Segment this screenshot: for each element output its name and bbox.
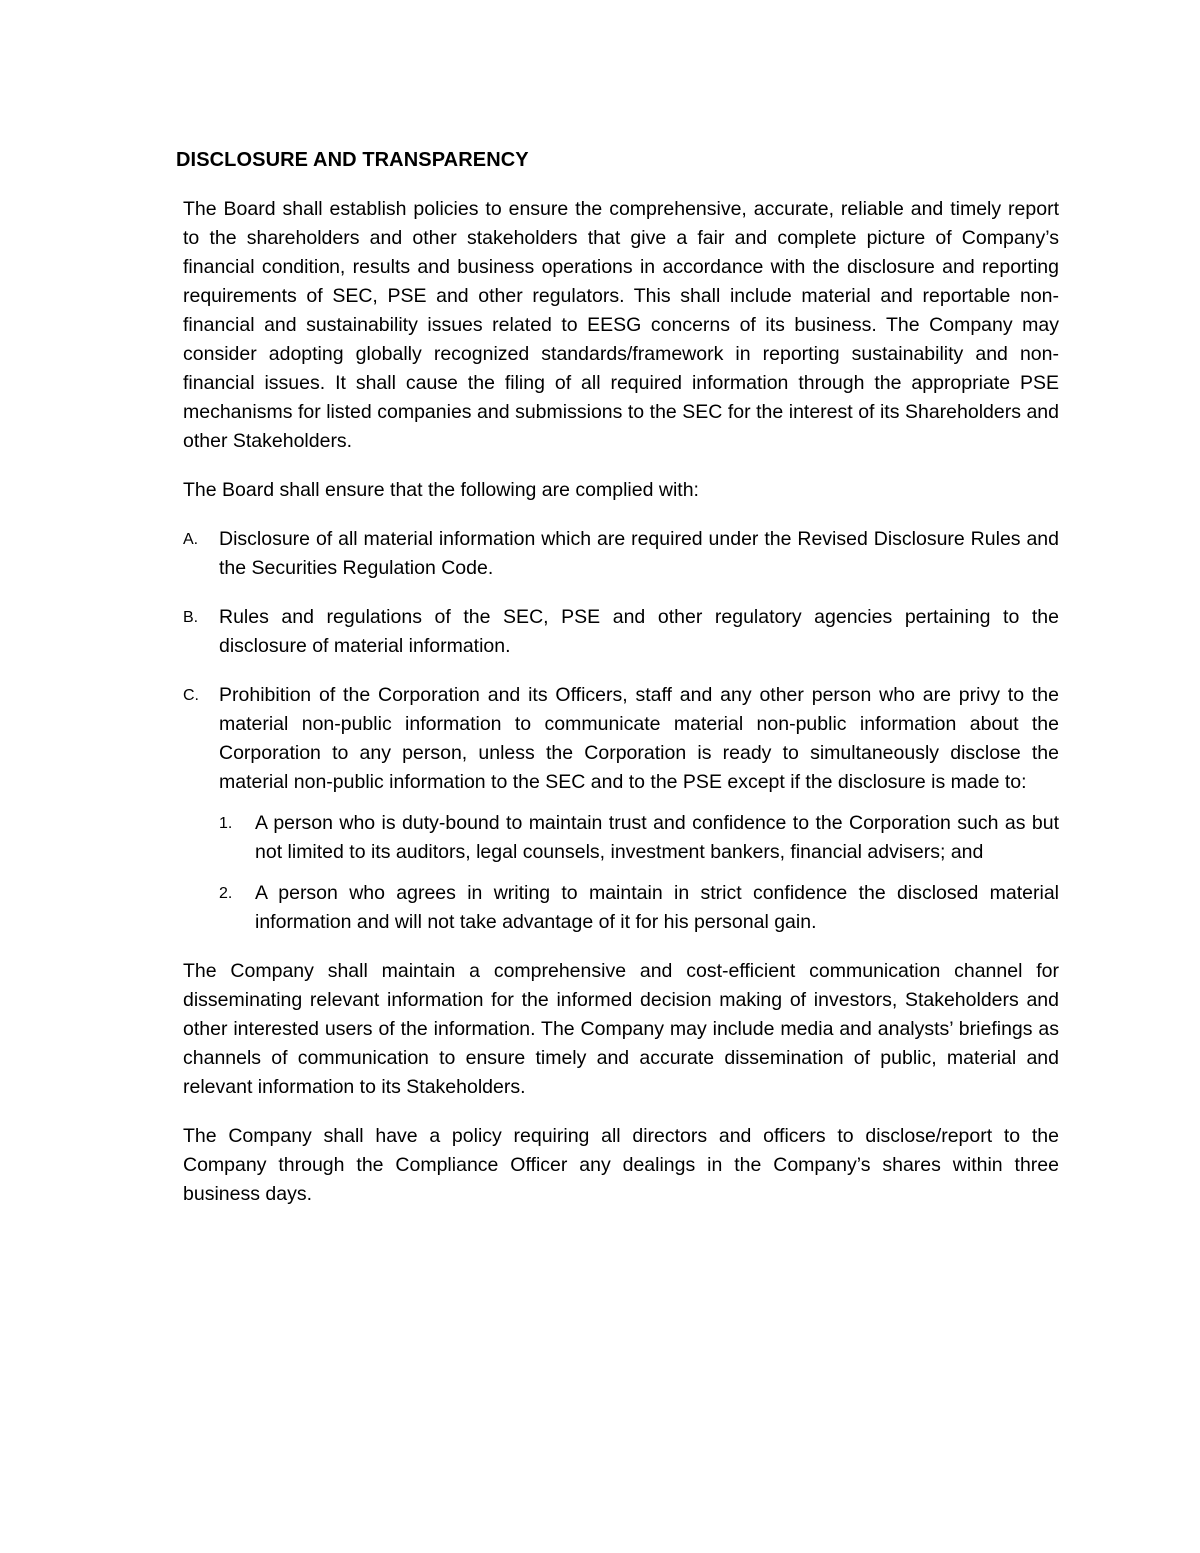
intro-paragraph: The Board shall establish policies to ensure the comprehensive, accurate, reliable and timely report to the shareholders and other stakeholders that give a fair and complete picture of Company’s financial condition, results and business operations in accordance with the disclosure and reporting requirements of SEC, PSE and other regulators. This shall include material and reportable non-financial and sustainability issues related to EESG concerns of its business. The Company may consider adopting globally recognized standards/framework in reporting sustainability and non-financial issues. It shall cause the filing of all required information through the appropriate PSE mechanisms for listed companies and submissions to the SEC for the interest of its Shareholders and other Stakeholders. [183,198,1059,452]
list-item-text: Rules and regulations of the SEC, PSE and other regulatory agencies pertaining to the disclosure of material information. [219,606,1059,657]
sublist-item-text: A person who agrees in writing to maintain in strict confidence the disclosed material information and will not take advantage of it for his personal gain. [255,882,1059,933]
sublist-item-text: A person who is duty-bound to maintain trust and confidence to the Corporation such as but not limited to its auditors, legal counsels, investment bankers, financial advisers; and [255,812,1059,863]
list-item-text: Prohibition of the Corporation and its Officers, staff and any other person who are privy to the material non-public information to communicate material non-public information about the Corporation to any person, unless the Corporation is ready to simultaneously disclose the material non-public information to the SEC and to the PSE except if the disclosure is made to: [219,684,1059,793]
sublist-marker: 1. [219,815,233,832]
document-page [176,146,1059,1229]
list-item-c [183,681,1059,797]
list-item-a [183,525,1059,583]
dealings-paragraph: The Company shall have a policy requiring all directors and officers to disclose/report to the Company through the Compliance Officer any dealings in the Company’s shares within three business days. [183,1125,1059,1205]
sublist-item-1 [183,809,1059,867]
list-marker: A. [183,531,199,548]
sublist-marker: 2. [219,885,233,902]
spacer [183,949,1059,957]
communication-paragraph: The Company shall maintain a comprehensive and cost-efficient communication channel for disseminating relevant information for the informed decision making of investors, Stakeholders and other interested users of the information. The Company may include media and analysts’ briefings as channels of communication to ensure timely and accurate dissemination of public, material and relevant information to its Stakeholders. [183,960,1059,1098]
document-title: DISCLOSURE AND TRANSPARENCY [176,149,529,171]
sublist [183,809,1059,937]
list-item-text: Disclosure of all material information which are required under the Revised Disclosure Rules and the Securities Regulation Code. [219,528,1059,579]
list-item-b [183,603,1059,661]
sublist-item-2 [183,879,1059,937]
list-marker: B. [183,609,199,626]
list-marker: C. [183,687,199,704]
list-intro: The Board shall ensure that the following are complied with: [183,479,699,501]
